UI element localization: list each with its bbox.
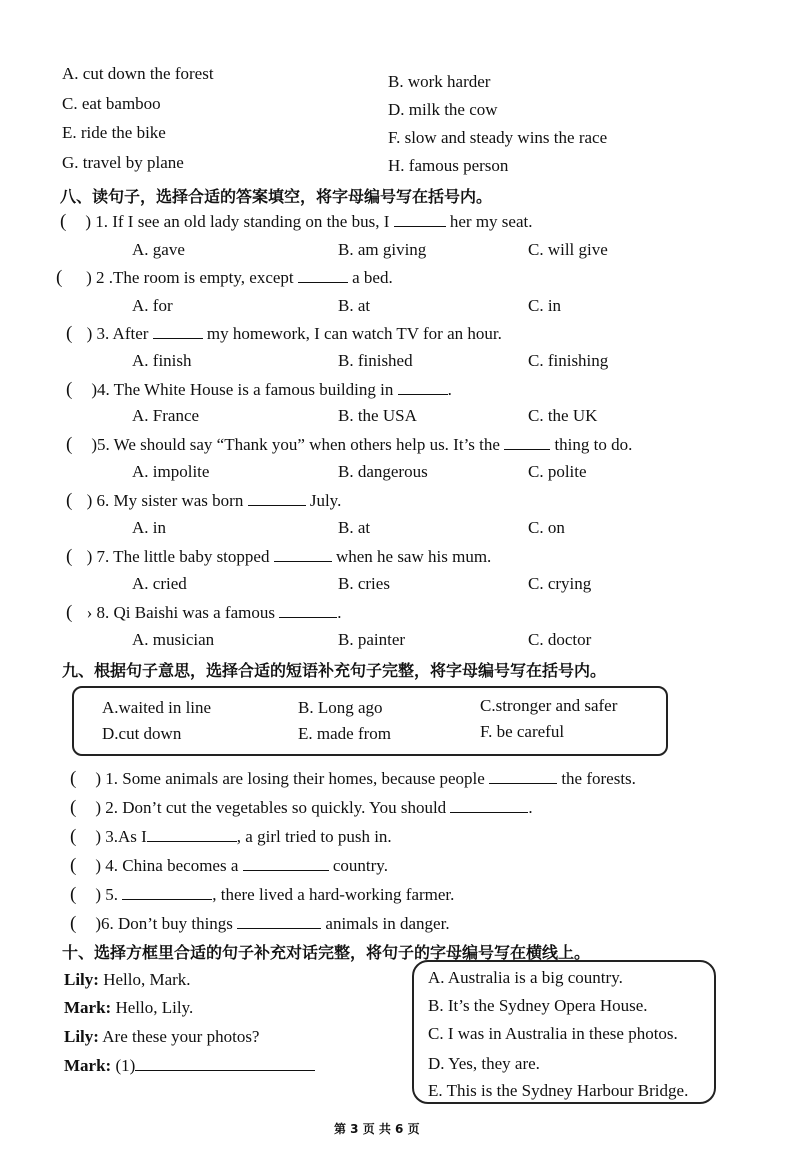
question-text: ) 1. If I see an old lady standing on the bus, I [85, 212, 390, 231]
choice-a: A. impolite [132, 462, 210, 481]
phrase-c: C.stronger and safer [480, 696, 618, 715]
answer-blank[interactable] [394, 212, 446, 227]
question-text: ) 6. My sister was born [86, 491, 244, 510]
section-8-heading: 八、读句子，选择合适的答案填空，将字母编号写在括号内。 [60, 187, 493, 206]
answer-blank[interactable] [243, 856, 329, 871]
choice-c: C. in [528, 296, 562, 315]
question-9-5 [70, 884, 454, 906]
phrase-f: F. be careful [480, 722, 565, 741]
question-text: ) 7. The little baby stopped [86, 547, 270, 566]
answer-blank[interactable] [279, 603, 337, 618]
question-text-end: , there lived a hard-working farmer. [212, 885, 455, 904]
answer-paren[interactable]: ( [66, 434, 92, 455]
question-9-3 [70, 826, 392, 848]
choice-c: C. on [528, 518, 565, 537]
choice-a: A. France [132, 406, 200, 425]
sentence-option-a: A. Australia is a big country. [428, 968, 623, 987]
answer-paren[interactable]: ( [66, 602, 87, 623]
answer-blank[interactable] [450, 798, 528, 813]
dialogue-line-1 [64, 970, 191, 990]
answer-blank[interactable] [122, 885, 212, 900]
question-text: ) 2. Don’t cut the vegetables so quickly. You should [95, 798, 447, 817]
choice-c: C. will give [528, 240, 608, 259]
answer-paren[interactable]: ( [70, 913, 96, 934]
choice-c: C. doctor [528, 630, 592, 649]
answer-paren[interactable]: ( [66, 490, 87, 511]
question-text: › 8. Qi Baishi was a famous [86, 603, 275, 622]
answer-paren[interactable]: ( [66, 323, 87, 344]
dialogue-text: (1) [115, 1056, 136, 1075]
question-9-4 [70, 855, 388, 877]
answer-blank[interactable] [248, 491, 306, 506]
choice-b: B. cries [338, 574, 390, 593]
answer-blank[interactable] [237, 914, 321, 929]
question-text: ) 2 .The room is empty, except [86, 268, 294, 287]
question-8-5 [66, 434, 632, 456]
choice-c: C. the UK [528, 406, 598, 425]
question-text-end: . [337, 603, 342, 622]
question-text-end: a bed. [352, 268, 393, 287]
option-a: A. cut down the forest [62, 64, 214, 83]
answer-paren[interactable]: ( [70, 797, 96, 818]
answer-paren[interactable]: ( [60, 211, 86, 232]
answer-paren[interactable]: ( [66, 379, 92, 400]
dialogue-line-3 [64, 1027, 259, 1047]
speaker: Mark: [64, 1056, 112, 1075]
dialogue-text: Hello, Lily. [115, 998, 194, 1017]
answer-blank[interactable] [274, 547, 332, 562]
section-9-heading: 九、根据句子意思，选择合适的短语补充句子完整，将字母编号写在括号内。 [62, 661, 607, 680]
question-text-end: July. [309, 491, 342, 510]
page-number: 第 3 页 共 6 页 [334, 1122, 420, 1136]
option-e: E. ride the bike [62, 123, 166, 142]
question-8-1 [60, 211, 532, 233]
dialogue-line-4 [64, 1056, 315, 1076]
question-text-end: when he saw his mum. [335, 547, 492, 566]
answer-paren[interactable]: ( [70, 884, 96, 905]
choice-b: B. at [338, 296, 371, 315]
answer-blank[interactable] [398, 380, 448, 395]
question-9-6 [70, 913, 450, 935]
option-h: H. famous person [388, 156, 509, 175]
choice-b: B. painter [338, 630, 406, 649]
question-8-6 [66, 490, 341, 512]
answer-blank[interactable] [298, 268, 348, 283]
question-8-3 [66, 323, 502, 345]
question-text-end: , a girl tried to push in. [236, 827, 392, 846]
answer-blank[interactable] [153, 324, 203, 339]
question-text: ) 3. After [86, 324, 149, 343]
option-g: G. travel by plane [62, 153, 184, 172]
question-text: )6. Don’t buy things [95, 914, 233, 933]
choice-b: B. the USA [338, 406, 417, 425]
question-text: ) 3.As I [95, 827, 147, 846]
answer-paren[interactable]: ( [70, 826, 96, 847]
question-text-end: thing to do. [554, 435, 633, 454]
answer-blank[interactable] [147, 827, 237, 842]
choice-a: A. finish [132, 351, 192, 370]
choice-a: A. cried [132, 574, 187, 593]
choice-a: A. musician [132, 630, 215, 649]
sentence-option-b: B. It’s the Sydney Opera House. [428, 996, 648, 1015]
question-text-end: country. [332, 856, 388, 875]
question-text-end: the forests. [561, 769, 636, 788]
answer-blank[interactable] [135, 1056, 315, 1071]
answer-paren[interactable]: ( [56, 267, 87, 288]
question-text-end: her my seat. [449, 212, 533, 231]
choice-b: B. am giving [338, 240, 427, 259]
phrase-e: E. made from [298, 724, 391, 743]
choice-c: C. polite [528, 462, 587, 481]
answer-paren[interactable]: ( [70, 855, 96, 876]
choice-c: C. finishing [528, 351, 609, 370]
option-d: D. milk the cow [388, 100, 498, 119]
answer-blank[interactable] [489, 769, 557, 784]
option-c: C. eat bamboo [62, 94, 161, 113]
answer-blank[interactable] [504, 435, 550, 450]
dialogue-text: Hello, Mark. [103, 970, 191, 989]
choice-a: A. gave [132, 240, 185, 259]
question-text: )5. We should say “Thank you” when others help us. It’s the [91, 435, 500, 454]
question-text: ) 4. China becomes a [95, 856, 239, 875]
section-10-heading: 十、选择方框里合适的句子补充对话完整，将句子的字母编号写在横线上。 [62, 943, 591, 962]
dialogue-line-2 [64, 998, 193, 1018]
speaker: Lily: [64, 970, 99, 989]
question-text-end: . [447, 380, 452, 399]
question-text-end: my homework, I can watch TV for an hour. [206, 324, 502, 343]
option-f: F. slow and steady wins the race [388, 128, 608, 147]
question-9-1 [70, 768, 636, 790]
speaker: Lily: [64, 1027, 99, 1046]
question-8-4 [66, 379, 452, 401]
sentence-option-e: E. This is the Sydney Harbour Bridge. [428, 1081, 689, 1100]
phrase-b: B. Long ago [298, 698, 383, 717]
sentence-option-d: D. Yes, they are. [428, 1054, 540, 1073]
choice-a: A. for [132, 296, 173, 315]
phrase-d: D.cut down [102, 724, 182, 743]
option-b: B. work harder [388, 72, 491, 91]
dialogue-text: Are these your photos? [102, 1027, 260, 1046]
question-text-end: animals in danger. [325, 914, 450, 933]
question-text: )4. The White House is a famous building in [91, 380, 394, 399]
choice-b: B. finished [338, 351, 413, 370]
question-8-8 [66, 602, 341, 624]
choice-b: B. at [338, 518, 371, 537]
phrase-a: A.waited in line [102, 698, 212, 717]
question-text-end: . [528, 798, 533, 817]
choice-a: A. in [132, 518, 166, 537]
question-8-2 [56, 267, 393, 289]
question-8-7 [66, 546, 491, 568]
answer-paren[interactable]: ( [70, 768, 96, 789]
sentence-option-c: C. I was in Australia in these photos. [428, 1024, 678, 1043]
choice-b: B. dangerous [338, 462, 428, 481]
choice-c: C. crying [528, 574, 592, 593]
question-text: ) 1. Some animals are losing their homes, because people [95, 769, 485, 788]
question-9-2 [70, 797, 533, 819]
speaker: Mark: [64, 998, 112, 1017]
question-text: ) 5. [95, 885, 118, 904]
answer-paren[interactable]: ( [66, 546, 87, 567]
